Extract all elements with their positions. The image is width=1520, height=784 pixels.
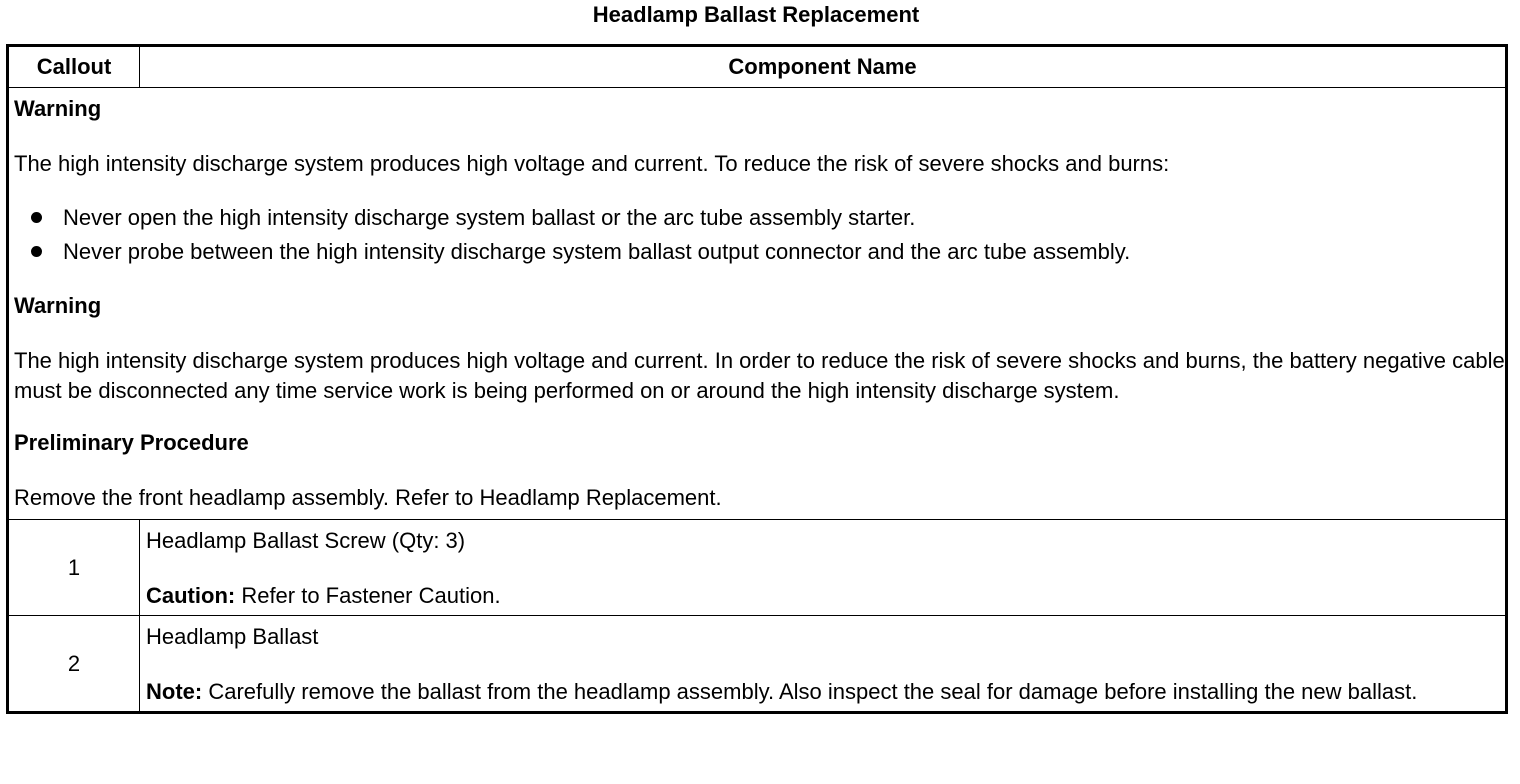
- page-title: Headlamp Ballast Replacement: [592, 2, 920, 27]
- table-header-row: [8, 46, 1507, 88]
- table-row: [8, 616, 1507, 713]
- component-name-header: Component Name: [140, 46, 1507, 88]
- intro-cell: [8, 88, 1507, 520]
- callout-header: Callout: [8, 46, 140, 88]
- callout-number: 1: [8, 520, 140, 616]
- procedure-table: [6, 44, 1508, 714]
- preliminary-heading: Preliminary Procedure: [14, 430, 249, 455]
- warning-heading: Warning: [14, 293, 102, 318]
- component-note: [146, 677, 1505, 707]
- warning-text: The high intensity discharge system produces high voltage and current. To reduce the risk of severe shocks and burns:: [14, 151, 1170, 176]
- bullet-text: Never open the high intensity discharge system ballast or the arc tube assembly starter.: [63, 205, 916, 230]
- note-label: Note:: [146, 679, 203, 704]
- bullet-icon: [31, 212, 42, 223]
- warning-bullet-list: [14, 201, 1505, 269]
- component-name: Headlamp Ballast: [146, 624, 319, 649]
- warning-heading: Warning: [14, 96, 102, 121]
- callout-number: 2: [8, 616, 140, 713]
- intro-row: [8, 88, 1507, 520]
- component-name: Headlamp Ballast Screw (Qty: 3): [146, 528, 466, 553]
- warning-text: The high intensity discharge system produces high voltage and current. In order to reduce the risk of severe shocks and burns, the battery negative cable must be disconnected any time service work is being performed on or around the high intensity discharge system.: [14, 348, 1505, 403]
- bullet-icon: [31, 246, 42, 257]
- note-label: Caution:: [146, 583, 236, 608]
- component-cell: [140, 520, 1507, 616]
- warning-bullet: [14, 235, 1505, 269]
- component-note: [146, 581, 1505, 611]
- preliminary-text: Remove the front headlamp assembly. Refer to Headlamp Replacement.: [14, 485, 722, 510]
- component-cell: [140, 616, 1507, 713]
- note-text: Refer to Fastener Caution.: [235, 583, 501, 608]
- table-row: [8, 520, 1507, 616]
- warning-bullet: [14, 201, 1505, 235]
- note-text: Carefully remove the ballast from the headlamp assembly. Also inspect the seal for damage before installing the new ballast.: [202, 679, 1418, 704]
- bullet-text: Never probe between the high intensity discharge system ballast output connector and the arc tube assembly.: [63, 239, 1131, 264]
